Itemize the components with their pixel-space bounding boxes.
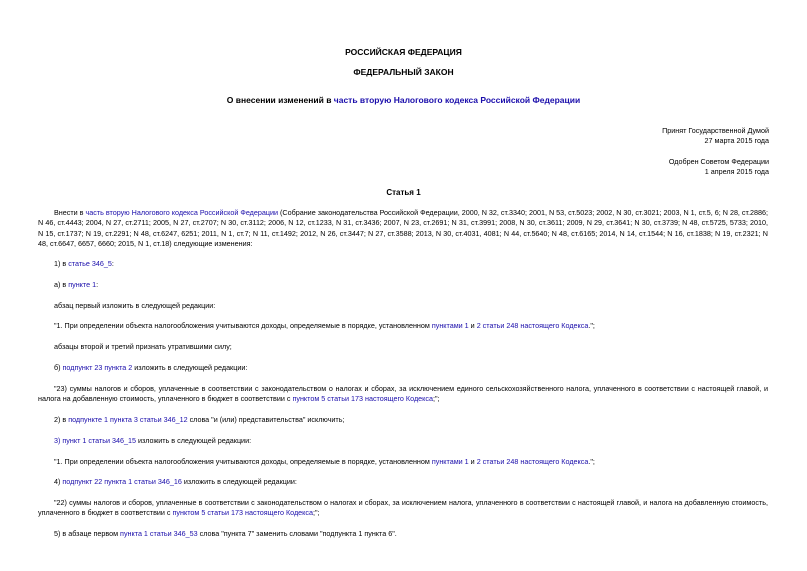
item-3 [54, 436, 251, 446]
item-4-prefix: 4) [54, 477, 63, 486]
item-1-suffix: : [111, 259, 114, 268]
item-b-suffix: изложить в следующей редакции: [132, 363, 248, 372]
item-5 [54, 529, 397, 539]
item-5-prefix: 5) в абзаце первом [54, 529, 121, 538]
item-5-link[interactable]: пункта 1 статьи 346_53 [120, 529, 198, 538]
quote-23-link[interactable]: пунктом 5 статьи 173 настоящего Кодекса [292, 394, 433, 404]
duma-adoption-date: 27 марта 2015 года [704, 136, 769, 146]
item-b [54, 363, 247, 373]
item-a-link[interactable]: пункте 1 [68, 280, 97, 289]
item-2-prefix: 2) в [54, 415, 69, 424]
item-4 [54, 477, 297, 487]
item-2-suffix: слова "и (или) представительства" исключить; [187, 415, 345, 424]
item-3-link[interactable]: 3) пункт 1 статьи 346_15 [54, 436, 137, 445]
quote-3-mid: и [468, 457, 477, 466]
law-type-heading: ФЕДЕРАЛЬНЫЙ ЗАКОН [353, 67, 454, 77]
duma-adoption [662, 126, 769, 147]
quote-23-suffix: ;"; [432, 394, 440, 404]
law-title [0, 95, 807, 105]
item-4-link[interactable]: подпункт 22 пункта 1 статьи 346_16 [62, 477, 182, 486]
council-approval [669, 157, 769, 178]
item-a [54, 280, 98, 290]
item-1-link[interactable]: статье 346_5 [68, 259, 112, 268]
item-2 [54, 415, 344, 425]
intro-paragraph [38, 208, 768, 249]
quote-3-suffix: ."; [588, 457, 595, 466]
article-title: Статья 1 [386, 188, 421, 197]
intro-code-link[interactable]: часть вторую Налогового кодекса Российской Федерации [85, 208, 279, 217]
item-b-prefix: б) [54, 363, 63, 372]
item-1-prefix: 1) в [54, 259, 69, 268]
item-b-link[interactable]: подпункт 23 пункта 2 [62, 363, 133, 372]
intro-sources: (Собрание законодательства Российской Федерации, 2000, N 32, ст.3340; 2001, N 53, ст.5023; 2002, N 30, ст.3021; 2003, N 1, ст.5, 6; N 28, ст.2886; N 46, ст.4443; 2004, N 27, ст.2711; 2005, N 27, ст.2707; N 30, ст.3112; 2006, N 12, ст.1233, N 31, ст.3436; 2007, N 23, ст.2691; N 31, ст.3991; 2008, N 30, ст.3611; 2009, N 29, ст.3641; N 30, ст.3739; N 48, ст.5725, 5733; 2010, N 15, ст.1737; N 19, ст.2291; N 48, ст.6247, 6251; 2011, N 1, ст.7; N 11, ст.1492; 2012, N 26, ст.3447; N 27, ст.3588; 2013, N 30, ст.4031, 4081; N 44, ст.5640; N 48, ст.6165; 2014, N 14, ст.1544; N 16, ст.1838; N 19, ст.2321; N 48, ст.6647, 6657, 6660; 2015, N 1, ст.18) следующие изменения: [38, 208, 769, 248]
item-a-suffix: : [96, 280, 99, 289]
quote-1 [54, 321, 595, 331]
country-heading: РОССИЙСКАЯ ФЕДЕРАЦИЯ [345, 47, 462, 57]
item-4-suffix: изложить в следующей редакции: [181, 477, 297, 486]
item-1 [54, 259, 114, 269]
item-a-first-paragraph: абзац первый изложить в следующей редакции: [54, 301, 216, 310]
quote-22 [38, 498, 768, 519]
quote-3-link-2[interactable]: 2 статьи 248 настоящего Кодекса [476, 457, 589, 466]
duma-adoption-line1: Принят Государственной Думой [662, 126, 769, 135]
quote-22-suffix: ;"; [313, 508, 320, 518]
quote-22-link[interactable]: пунктом 5 статьи 173 настоящего Кодекса [172, 508, 314, 518]
item-a-prefix: а) в [54, 280, 69, 289]
quote-1-suffix: ."; [588, 321, 595, 330]
council-approval-date: 1 апреля 2015 года [704, 167, 769, 177]
quote-3 [54, 457, 595, 467]
law-title-link[interactable]: часть вторую Налогового кодекса Российской Федерации [333, 95, 581, 105]
quote-1-link-2[interactable]: 2 статьи 248 настоящего Кодекса [476, 321, 589, 330]
law-title-prefix: О внесении изменений в [226, 95, 334, 105]
quote-1-prefix: "1. При определении объекта налогообложения учитываются доходы, определяемые в порядке, установленном [54, 321, 432, 330]
quote-1-mid: и [468, 321, 477, 330]
item-2-link[interactable]: подпункте 1 пункта 3 статьи 346_12 [68, 415, 188, 424]
quote-23-text: "23) суммы налогов и сборов, уплаченные в соответствии с законодательством о налогах и сборах, за исключением единого сельскохозяйственного налога, уплаченного в соответствии с настоящей главой, и налога на добавленную стоимость, уплаченного в бюджет в соответствии с [38, 384, 768, 404]
item-a-paragraphs-void: абзацы второй и третий признать утратившими силу; [54, 342, 232, 351]
quote-23 [38, 384, 768, 405]
quote-1-link-1[interactable]: пунктами 1 [431, 321, 469, 330]
quote-3-link-1[interactable]: пунктами 1 [431, 457, 469, 466]
council-approval-line1: Одобрен Советом Федерации [668, 157, 769, 166]
quote-22-text: "22) суммы налогов и сборов, уплаченные в соответствии с законодательством о налогах и сборах, за исключением налога, уплаченного в соответствии с настоящей главой, и налога на добавленную стоимость, уплаченного в бюджет в соответствии с [38, 498, 768, 518]
intro-prefix: Внести в [54, 208, 86, 217]
quote-3-prefix: "1. При определении объекта налогообложения учитываются доходы, определяемые в порядке, установленном [54, 457, 432, 466]
item-3-suffix: изложить в следующей редакции: [136, 436, 252, 445]
item-5-suffix: слова "пункта 7" заменить словами "подпункта 1 пункта 6". [197, 529, 397, 538]
